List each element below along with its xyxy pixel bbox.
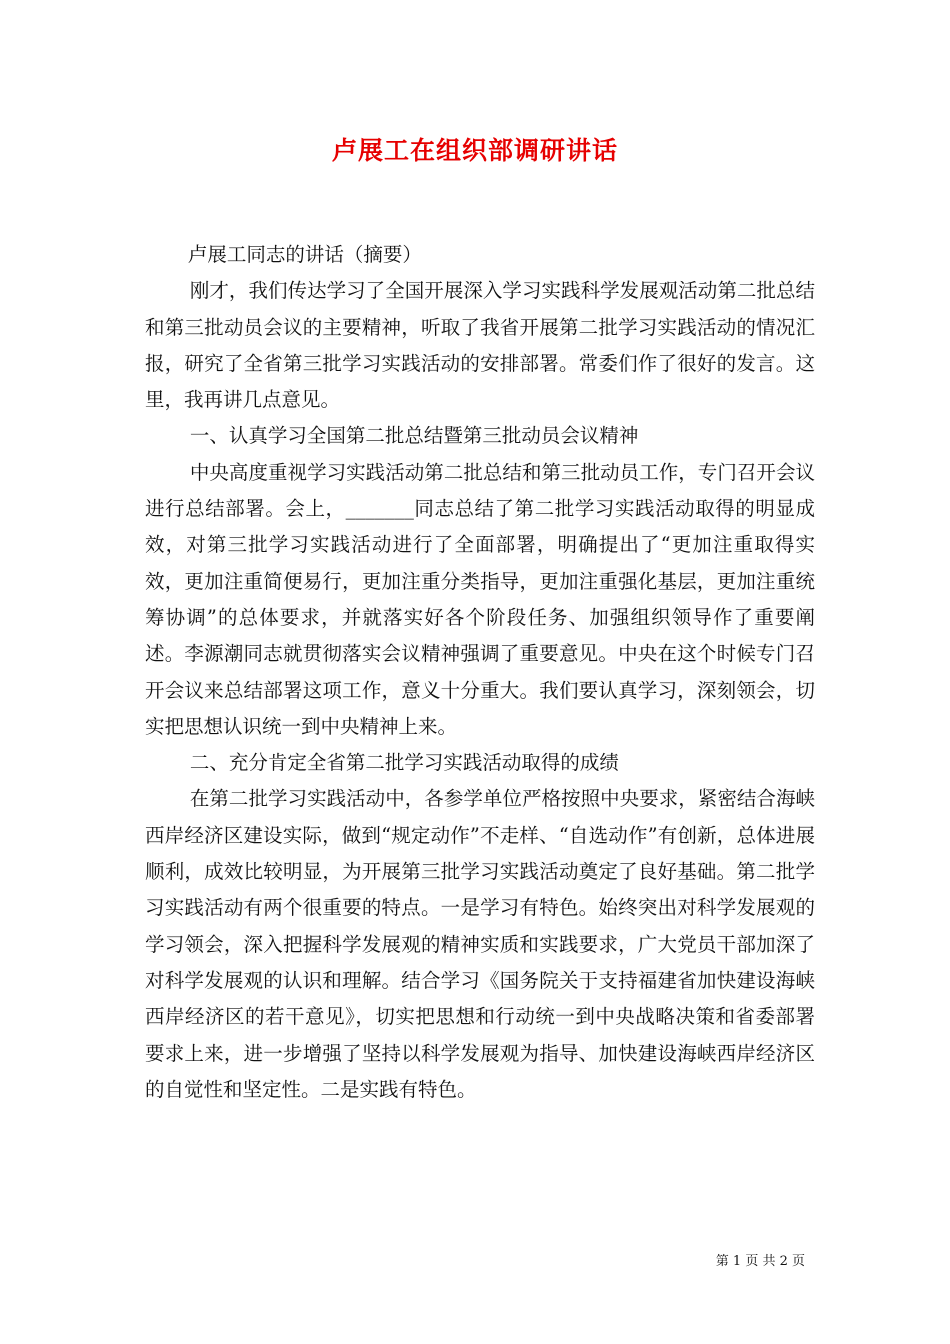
document-subtitle: 卢展工同志的讲话（摘要） bbox=[187, 243, 422, 266]
document-body bbox=[145, 237, 815, 1108]
page-number: 第 1 页 共 2 页 bbox=[715, 1254, 805, 1269]
paragraph-section-1: 中央高度重视学习实践活动第二批总结和第三批动员工作，专门召开会议进行总结部署。会上，_______同志总结了第二批学习实践活动取得的明显成效，对第三批学习实践活动进行了全面部署，明确提出了“更加注重取得实效，更加注重简便易行，更加注重分类指导，更加注重强化基层，更加注重统筹协调”的总体要求，并就落实好各个阶段任务、加强组织领导作了重要阐述。李源潮同志就贯彻落实会议精神强调了重要意见。中央在这个时候专门召开会议来总结部署这项工作，意义十分重大。我们要认真学习，深刻领会，切实把思想认识统一到中央精神上来。 bbox=[145, 460, 815, 738]
section-heading-2: 二、充分肯定全省第二批学习实践活动取得的成绩 bbox=[189, 751, 619, 775]
paragraph-intro: 刚才，我们传达学习了全国开展深入学习实践科学发展观活动第二批总结和第三批动员会议的主要精神，听取了我省开展第二批学习实践活动的情况汇报，研究了全省第三批学习实践活动的安排部署。常委们作了很好的发言。这里，我再讲几点意见。 bbox=[145, 279, 815, 412]
document-title: 卢展工在组织部调研讲话 bbox=[331, 136, 618, 165]
section-heading-1: 一、认真学习全国第二批总结暨第三批动员会议精神 bbox=[189, 424, 639, 448]
paragraph-section-2: 在第二批学习实践活动中，各参学单位严格按照中央要求，紧密结合海峡西岸经济区建设实际，做到“规定动作”不走样、“自选动作”有创新，总体进展顺利，成效比较明显，为开展第三批学习实践活动奠定了良好基础。第二批学习实践活动有两个很重要的特点。一是学习有特色。始终突出对科学发展观的学习领会，深入把握科学发展观的精神实质和实践要求，广大党员干部加深了对科学发展观的认识和理解。结合学习《国务院关于支持福建省加快建设海峡西岸经济区的若干意见》，切实把思想和行动统一到中央战略决策和省委部署要求上来，进一步增强了坚持以科学发展观为指导、加快建设海峡西岸经济区的自觉性和坚定性。二是实践有特色。 bbox=[145, 787, 815, 1101]
